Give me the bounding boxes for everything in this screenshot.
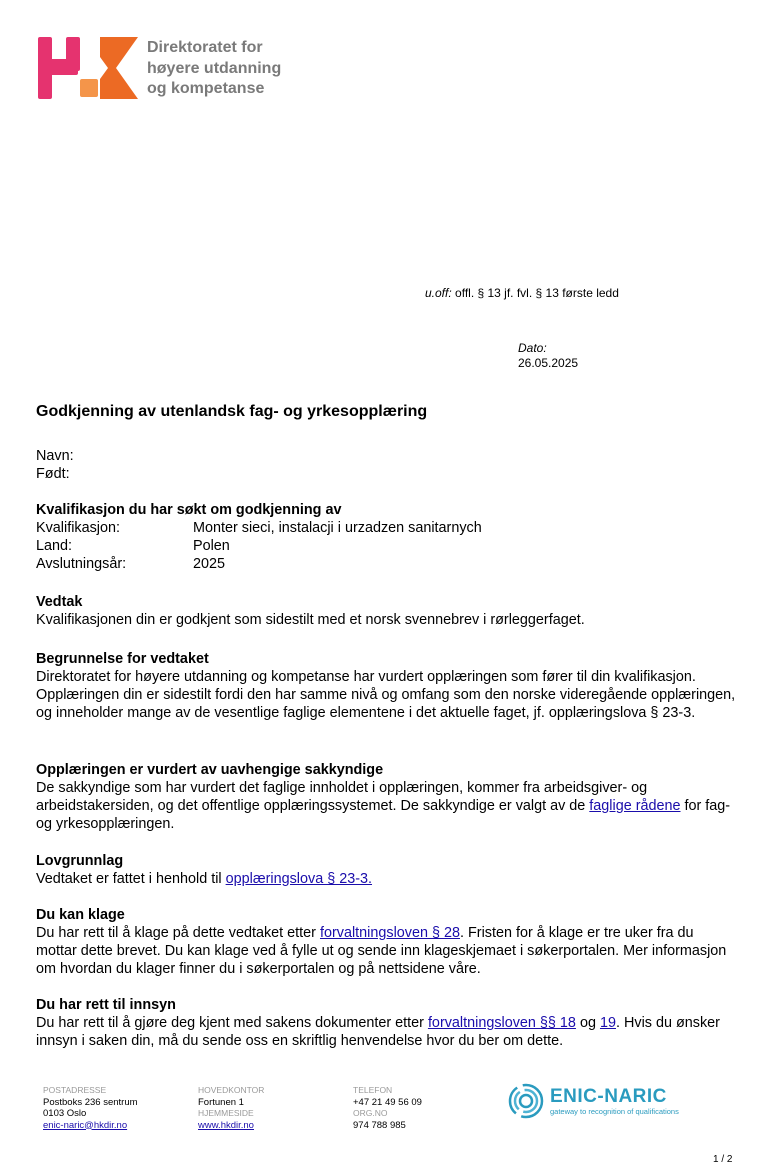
section-heading: Opplæringen er vurdert av uavhengige sakkyndige: [36, 762, 384, 778]
section-text: Kvalifikasjonen din er godkjent som sidestilt med et norsk svennebrev i rørleggerfaget.: [36, 612, 585, 628]
forvaltningsloven-18-link[interactable]: forvaltningsloven §§ 18: [427, 1015, 576, 1031]
footer-text: Postboks 236 sentrum: [43, 1096, 138, 1108]
footer-text: 0103 Oslo: [43, 1108, 87, 1119]
footer-caption: TELEFON: [353, 1085, 393, 1095]
logo-square: [80, 79, 98, 97]
hkdir-logo: [38, 37, 140, 99]
enic-naric-logo: [508, 1083, 679, 1119]
section-heading: Lovgrunnlag: [36, 853, 124, 869]
enic-swirl-icon: [508, 1083, 544, 1119]
date-block: [518, 341, 578, 371]
section-text: [36, 1014, 736, 1050]
footer-caption: ORG.NO: [353, 1108, 388, 1118]
logo-h-right: [66, 37, 80, 71]
reasoning-section: [36, 650, 736, 722]
row-value: Monter sieci, instalacji i urzadzen sanitarnych: [193, 520, 482, 536]
section-text: Direktoratet for høyere utdanning og kompetanse har vurdert opplæringen som fører til din kvalifikasjon. Opplæringen din er sidestilt fordi den har samme nivå og omfang som den norske videregående opplæringen, og inneholder mange av de vesentlige faglige elementene i det aktuelle faget, jf. opplæringslova § 23-3.: [36, 669, 736, 721]
footer-caption: HOVEDKONTOR: [198, 1085, 265, 1095]
enic-tagline: gateway to recognition of qualifications: [550, 1106, 679, 1116]
text: . Fristen for å klage er tre uker fra du mottar dette brevet. Du kan klage ved å fylle ut og sende inn klageskjemaet i søkerportalen. Mer informasjon om hvordan du klager finner du i søkerportalen og på nettsidene våre.: [36, 925, 727, 977]
section-heading: Vedtak: [36, 594, 83, 610]
qualification-row: [36, 519, 736, 537]
org-number: 974 788 985: [353, 1119, 406, 1131]
decision-section: [36, 593, 736, 629]
email-link[interactable]: enic-naric@hkdir.no: [43, 1119, 128, 1131]
footer-postal: [43, 1085, 138, 1131]
country-row: [36, 537, 736, 555]
experts-section: [36, 761, 736, 833]
page-number: 1 / 2: [713, 1154, 733, 1165]
phone-number: +47 21 49 56 09: [353, 1096, 422, 1108]
document-title: Godkjenning av utenlandsk fag- og yrkesopplæring: [36, 403, 428, 420]
section-heading: Begrunnelse for vedtaket: [36, 651, 209, 667]
born-label: Født:: [36, 466, 70, 482]
row-value: Polen: [193, 538, 230, 554]
date-label: Dato:: [518, 341, 547, 355]
footer-caption: POSTADRESSE: [43, 1085, 107, 1095]
date-value: 26.05.2025: [518, 356, 579, 370]
row-label: Land:: [36, 538, 73, 554]
text: Du har rett til å gjøre deg kjent med sakens dokumenter etter: [36, 1015, 428, 1031]
footer-office: [198, 1085, 264, 1131]
text: De sakkyndige som har vurdert det faglige innholdet i opplæringen, kommer fra arbeidsgiver- og arbeidstakersiden, og det offentlige opplæringssystemet. De sakkyndige er valgt av de: [36, 780, 648, 814]
year-row: [36, 555, 736, 573]
text: og: [575, 1015, 600, 1031]
section-text: [36, 924, 736, 978]
exemption-note: [425, 286, 619, 300]
section-heading: Du har rett til innsyn: [36, 997, 176, 1013]
forvaltningsloven-19-link[interactable]: 19: [599, 1015, 616, 1031]
org-name-line: og kompetanse: [147, 80, 265, 97]
legal-basis-section: [36, 852, 736, 888]
faglige-radene-link[interactable]: faglige rådene: [589, 798, 681, 814]
org-name-line: Direktoratet for: [147, 39, 263, 56]
website-link[interactable]: www.hkdir.no: [198, 1119, 254, 1131]
row-value: 2025: [193, 556, 226, 572]
footer-text: Fortunen 1: [198, 1096, 244, 1108]
uoff-text: offl. § 13 jf. fvl. § 13 første ledd: [451, 286, 619, 300]
text: Vedtaket er fattet i henhold til: [36, 871, 226, 887]
org-name: [147, 38, 281, 100]
section-text: [36, 779, 736, 833]
section-heading: Du kan klage: [36, 907, 125, 923]
person-block: [36, 447, 736, 483]
forvaltningsloven-28-link[interactable]: forvaltningsloven § 28: [319, 925, 460, 941]
opplaeringslova-link[interactable]: opplæringslova § 23-3.: [225, 871, 373, 887]
row-label: Kvalifikasjon:: [36, 520, 120, 536]
text: . Hvis du ønsker innsyn i saken din, må du sende oss en skriftlig henvendelse hvor du ber om dette.: [36, 1015, 720, 1049]
access-section: [36, 996, 736, 1050]
section-text: [36, 870, 736, 888]
qualification-section: [36, 501, 736, 573]
row-label: Avslutningsår:: [36, 556, 127, 572]
logo-k: [100, 37, 138, 99]
text: for fag- og yrkesopplæringen.: [36, 798, 731, 832]
enic-title: ENIC-NARIC: [550, 1085, 667, 1107]
footer-caption: HJEMMESIDE: [198, 1108, 254, 1118]
footer-contact: [353, 1085, 422, 1131]
uoff-label: u.off:: [425, 286, 452, 300]
name-label: Navn:: [36, 448, 74, 464]
org-name-line: høyere utdanning: [147, 59, 282, 77]
appeal-section: [36, 906, 736, 978]
section-heading: Kvalifikasjon du har søkt om godkjenning av: [36, 502, 342, 518]
text: Du har rett til å klage på dette vedtaket etter: [36, 925, 320, 941]
